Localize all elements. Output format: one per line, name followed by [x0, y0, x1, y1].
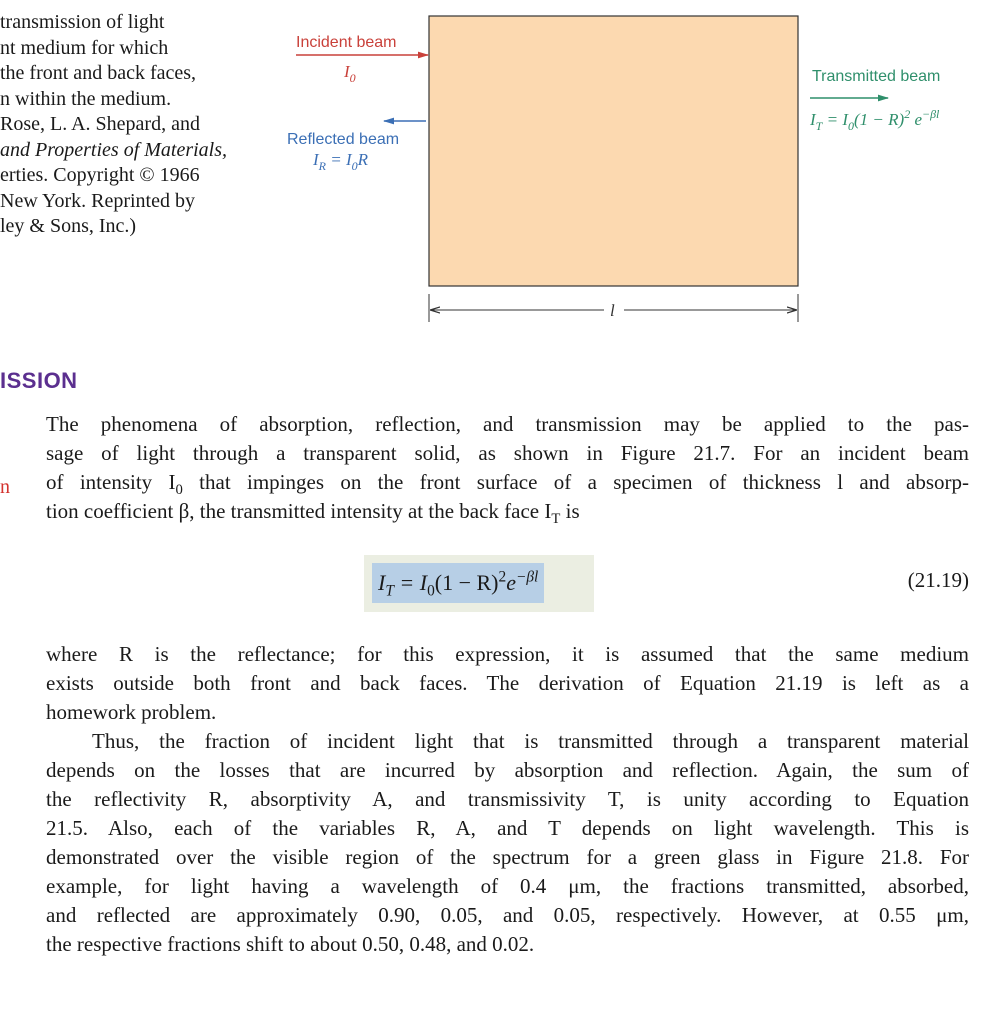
text-line: the reflectivity R, absorptivity A, and transmissivity T, is unity according to Equation [46, 787, 969, 811]
margin-mark: n [0, 476, 10, 498]
text-line: sage of light through a transparent solid, as shown in Figure 21.7. For an incident beam [46, 441, 969, 465]
text-line: tion coefficient β, the transmitted intensity at the back face $I_T$ is [46, 499, 580, 528]
equation-21-19[interactable]: $I_T = I_0(1 - R)^2e^{-\beta l}$ [372, 563, 544, 603]
text-line: and reflected are approximately 0.90, 0.05, and 0.05, respectively. However, at 0.55 μm, [46, 903, 969, 927]
incident-intensity-symbol: $I_0$ [344, 62, 356, 85]
text-line: example, for light having a wavelength of 0.4 μm, the fractions transmitted, absorbed, [46, 874, 969, 898]
caption-line: and Properties of Materials, [0, 138, 228, 161]
specimen-slab [429, 16, 798, 286]
caption-line: transmission of light [0, 11, 165, 33]
equation-number: (21.19) [907, 568, 969, 592]
text-line: exists outside both front and back faces. The derivation of Equation 21.19 is left as a [46, 671, 969, 695]
text-line: Thus, the fraction of incident light that is transmitted through a transparent material [92, 729, 969, 753]
paragraph-intro [46, 410, 969, 526]
caption-line: Rose, L. A. Shepard, and [0, 113, 200, 135]
caption-line: n within the medium. [0, 87, 172, 110]
reflected-intensity-equation: $I_R = I_0R$ [313, 150, 369, 173]
caption-line: ley & Sons, Inc.) [0, 215, 137, 237]
reflected-beam-label: Reflected beam [287, 131, 400, 148]
text-line: where R is the reflectance; for this expression, it is assumed that the same medium [46, 642, 969, 666]
text-line: The phenomena of absorption, reflection, and transmission may be applied to the pas- [46, 412, 969, 436]
text-line: 21.5. Also, each of the variables R, A, and T depends on light wavelength. This is [46, 816, 969, 840]
caption-line: nt medium for which [0, 36, 169, 59]
incident-beam-label: Incident beam [296, 34, 397, 51]
text-line: homework problem. [46, 700, 217, 724]
text-line: the respective fractions shift to about 0.50, 0.48, and 0.02. [46, 932, 535, 956]
caption-line: erties. Copyright © 1966 [0, 164, 200, 186]
transmitted-beam-label: Transmitted beam [812, 68, 941, 85]
transmitted-intensity-equation: $I_T = I_0(1 - R)^2$ $e^{-\beta l}$ [810, 107, 940, 133]
thickness-label: l [610, 301, 615, 320]
caption-line: New York. Reprinted by [0, 189, 195, 212]
transmission-diagram [0, 0, 999, 340]
text-line: demonstrated over the visible region of the spectrum for a green glass in Figure 21.8. For [46, 845, 969, 869]
text-line: depends on the losses that are incurred by absorption and reflection. Again, the sum of [46, 758, 969, 782]
paragraph-reflectance [46, 640, 969, 727]
text-line: of intensity $I_0$ that impinges on the front surface of a specimen of thickness l and absorp- [46, 470, 970, 499]
paragraph-fractions [46, 727, 969, 959]
section-heading: ISSION [0, 368, 78, 393]
caption-line: the front and back faces, [0, 62, 197, 84]
